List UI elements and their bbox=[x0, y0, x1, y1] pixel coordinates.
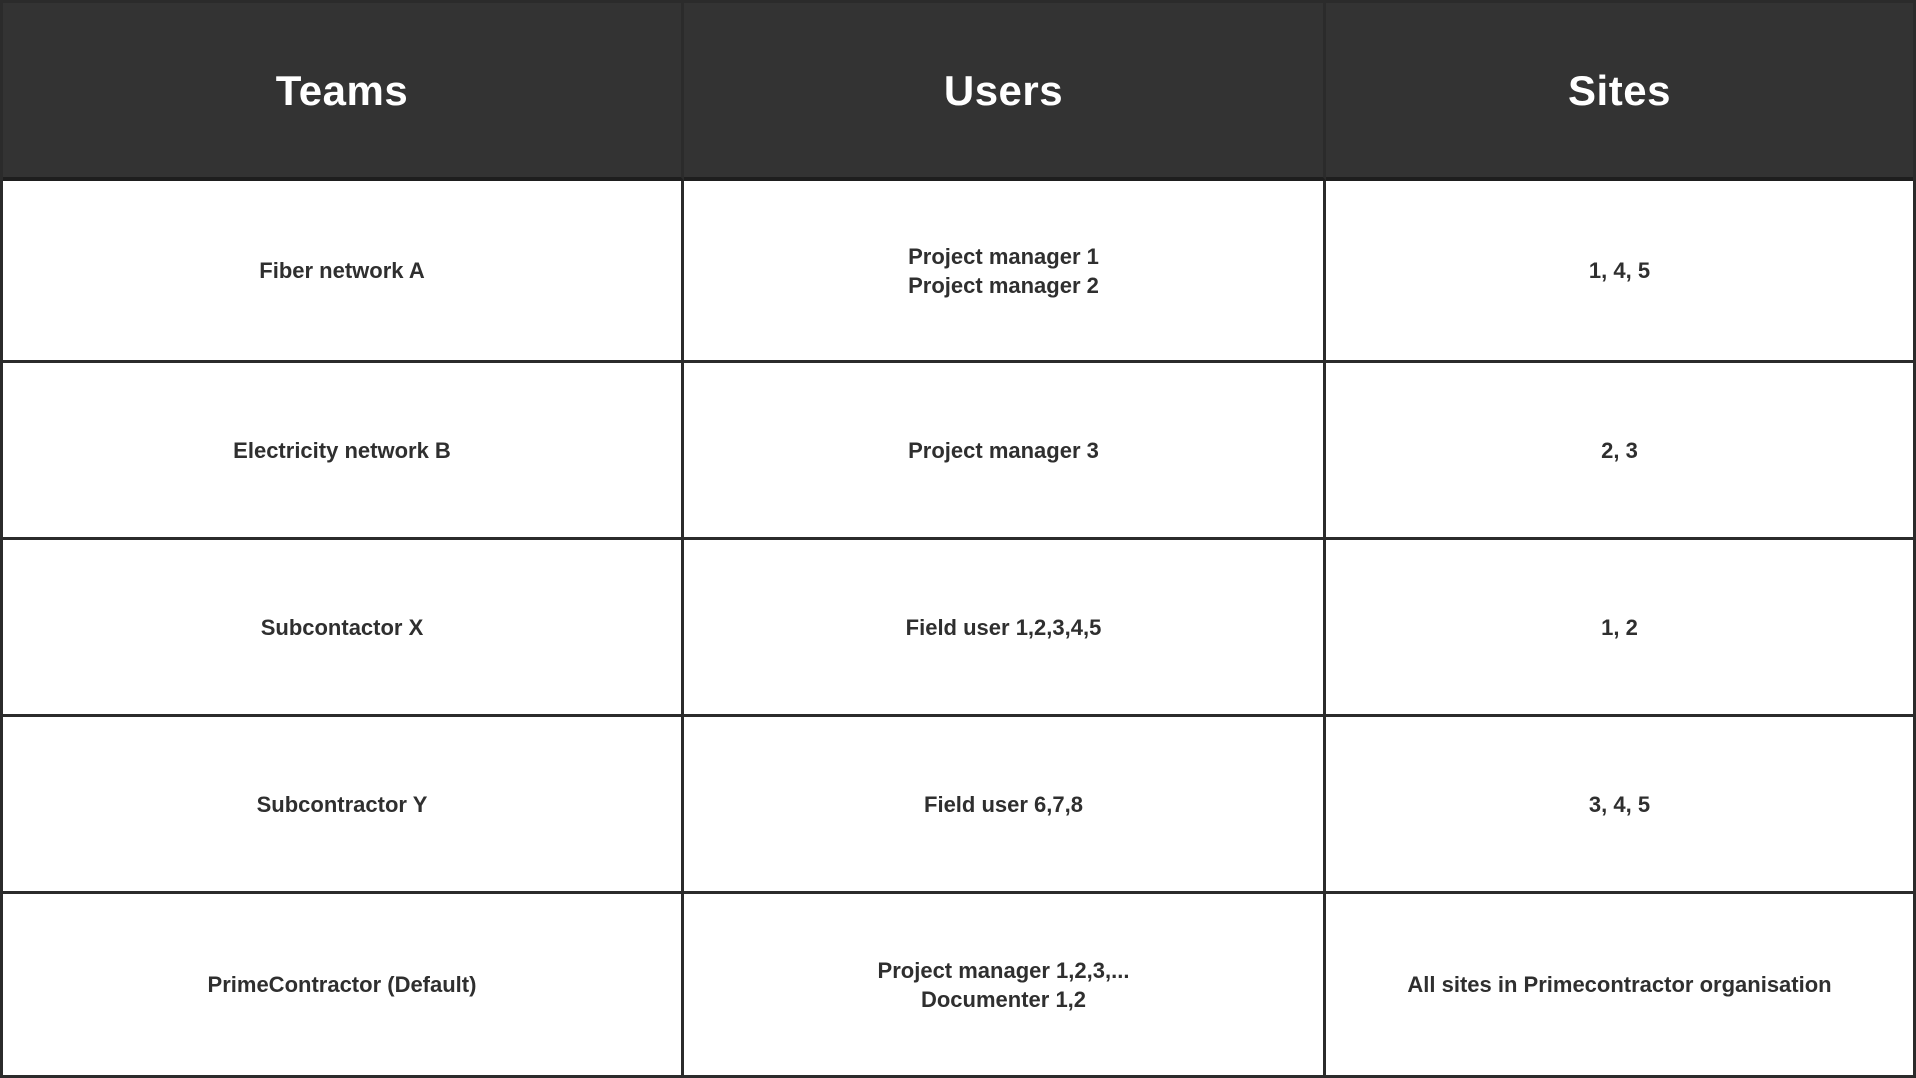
user-line: Documenter 1,2 bbox=[920, 986, 1087, 1012]
team-cell: Fiber network A bbox=[3, 181, 684, 363]
user-line: Project manager 2 bbox=[908, 272, 1099, 298]
users-cell bbox=[684, 894, 1326, 1075]
users-cell bbox=[684, 181, 1326, 363]
team-cell: Subcontractor Y bbox=[3, 717, 684, 894]
team-cell: Subcontactor X bbox=[3, 540, 684, 717]
user-line: Field user 1,2,3,4,5 bbox=[905, 614, 1102, 640]
sites-cell: 1, 4, 5 bbox=[1326, 181, 1913, 363]
user-line: Project manager 3 bbox=[908, 437, 1099, 463]
header-teams: Teams bbox=[3, 3, 684, 181]
team-cell: Electricity network B bbox=[3, 363, 684, 540]
users-cell bbox=[684, 540, 1326, 717]
sites-cell: 2, 3 bbox=[1326, 363, 1913, 540]
sites-cell: 3, 4, 5 bbox=[1326, 717, 1913, 894]
users-cell bbox=[684, 717, 1326, 894]
sites-cell: 1, 2 bbox=[1326, 540, 1913, 717]
header-users: Users bbox=[684, 3, 1326, 181]
user-line: Project manager 1,2,3,... bbox=[877, 957, 1130, 983]
user-line: Project manager 1 bbox=[908, 243, 1099, 269]
users-cell bbox=[684, 363, 1326, 540]
header-sites: Sites bbox=[1326, 3, 1913, 181]
user-line: Field user 6,7,8 bbox=[924, 791, 1083, 817]
sites-cell: All sites in Primecontractor organisation bbox=[1407, 972, 1832, 997]
team-cell: PrimeContractor (Default) bbox=[3, 894, 684, 1075]
